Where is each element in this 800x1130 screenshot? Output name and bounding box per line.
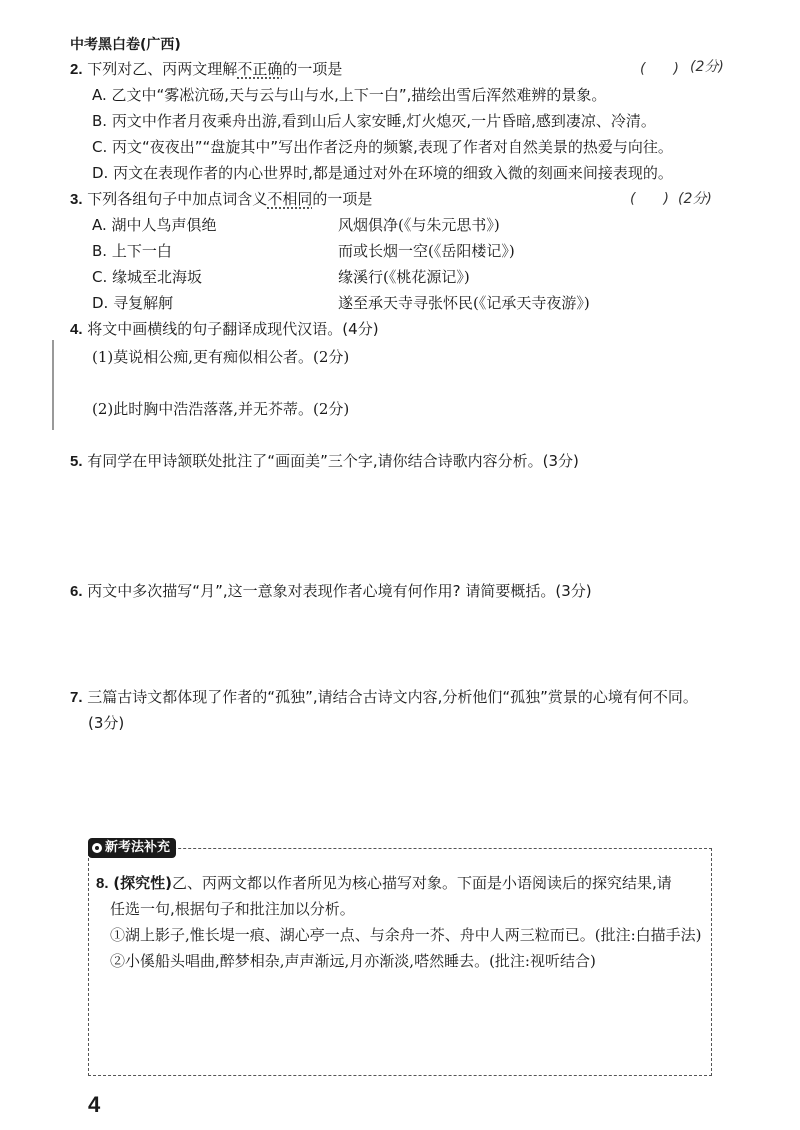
question-2-score: (2分) [690, 59, 724, 75]
question-4-sub-2: (2)此时胸中浩浩落落,并无芥蒂。(2分) [92, 400, 350, 418]
question-8-item-1: ①湖上影子,惟长堤一痕、湖心亭一点、与余舟一芥、舟中人两三粒而已。(批注:白描手法) [110, 926, 702, 944]
question-3-row-b-left: B. 上下一白 [92, 242, 172, 260]
question-7-number: 7. [70, 689, 83, 706]
question-6-number: 6. [70, 583, 83, 600]
question-8-line-1: 8. (探究性)乙、丙两文都以作者所见为核心描写对象。下面是小语阅读后的探究结果,请 [96, 874, 672, 892]
question-3-answer-paren[interactable]: ( ) [630, 191, 669, 207]
question-2-stem: 2. 下列对乙、丙两文理解不正确的一项是 [70, 60, 343, 78]
page-header: 中考黑白卷(广西) [70, 37, 181, 53]
question-7-stem: 7. 三篇古诗文都体现了作者的“孤独”,请结合古诗文内容,分析他们“孤独”赏景的心境有何不同。 [70, 688, 698, 706]
question-3-row-a-right: 风烟俱净(《与朱元思书》) [338, 216, 500, 234]
question-3-number: 3. [70, 191, 83, 208]
question-8-number: 8. [96, 875, 109, 892]
page-number: 4 [88, 1092, 101, 1117]
question-4-stem: 4. 将文中画横线的句子翻译成现代汉语。(4分) [70, 320, 379, 338]
question-3-row-d-right: 遂至承天寺寻张怀民(《记承天寺夜游》) [338, 294, 590, 312]
question-4-sub-1: (1)莫说相公痴,更有痴似相公者。(2分) [92, 348, 350, 366]
question-2-answer-paren[interactable]: ( ) [640, 61, 679, 77]
question-2-option-d: D. 丙文在表现作者的内心世界时,都是通过对外在环境的细致入微的刻画来间接表现的。 [92, 164, 673, 182]
question-3-row-d-left: D. 寻复解舸 [92, 294, 174, 312]
question-2-option-a: A. 乙文中“雾凇沆砀,天与云与山与水,上下一白”,描绘出雪后浑然难辨的景象。 [92, 86, 607, 104]
question-8-line-2: 任选一句,根据句子和批注加以分析。 [110, 900, 355, 918]
question-4-number: 4. [70, 321, 83, 338]
question-6-stem: 6. 丙文中多次描写“月”,这一意象对表现作者心境有何作用? 请简要概括。(3分) [70, 582, 592, 600]
question-3-row-a-left: A. 湖中人鸟声俱绝 [92, 216, 217, 234]
bulb-icon [92, 843, 102, 853]
question-3-stem: 3. 下列各组句子中加点词含义不相同的一项是 [70, 190, 373, 208]
question-8-item-2: ②小傒船头唱曲,醉梦相杂,声声渐远,月亦渐淡,嗒然睡去。(批注:视听结合) [110, 952, 596, 970]
question-3-score: (2分) [678, 191, 712, 207]
question-8-tag: (探究性) [113, 874, 173, 892]
question-2-option-c: C. 丙文“夜夜出”“盘旋其中”写出作者泛舟的频繁,表现了作者对自然美景的热爱与向往。 [92, 138, 673, 156]
new-method-badge: 新考法补充 [88, 838, 176, 858]
margin-line [52, 340, 54, 430]
question-7-score: (3分) [88, 714, 125, 732]
question-3-row-b-right: 而或长烟一空(《岳阳楼记》) [338, 242, 515, 260]
question-5-stem: 5. 有同学在甲诗颔联处批注了“画面美”三个字,请你结合诗歌内容分析。(3分) [70, 452, 579, 470]
emphasis-mark: 不相同 [267, 190, 313, 208]
question-2-number: 2. [70, 61, 83, 78]
question-3-row-c-left: C. 缘城至北海坂 [92, 268, 203, 286]
emphasis-mark: 不正确 [237, 60, 283, 78]
question-3-row-c-right: 缘溪行(《桃花源记》) [338, 268, 470, 286]
question-5-number: 5. [70, 453, 83, 470]
question-2-option-b: B. 丙文中作者月夜乘舟出游,看到山后人家安睡,灯火熄灭,一片昏暗,感到凄凉、冷清。 [92, 112, 656, 130]
